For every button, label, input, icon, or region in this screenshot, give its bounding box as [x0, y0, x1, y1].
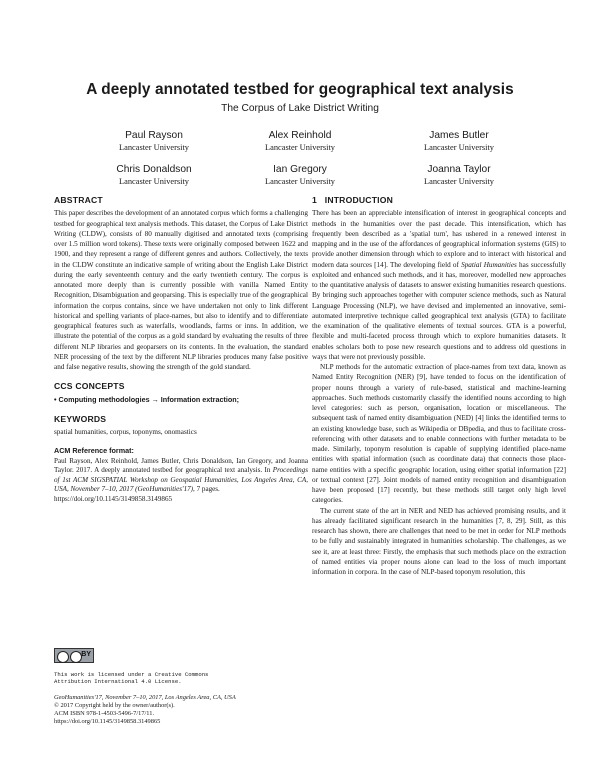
- author-name: Ian Gregory: [273, 164, 327, 175]
- isbn-line: ACM ISBN 978-1-4503-5496-7/17/11.: [54, 710, 155, 718]
- author-block: [74, 163, 234, 187]
- acm-reference-heading: ACM Reference format:: [54, 446, 134, 456]
- author-affiliation: Lancaster University: [119, 177, 189, 186]
- cc-by-badge: BY: [81, 651, 91, 658]
- introduction-heading: 1 INTRODUCTION: [312, 195, 394, 205]
- acm-reference: [54, 457, 308, 505]
- author-affiliation: Lancaster University: [119, 143, 189, 152]
- intro-paragraph-1: [312, 208, 566, 362]
- right-column: [312, 195, 566, 577]
- author-affiliation: Lancaster University: [265, 177, 335, 186]
- conference-info: [54, 694, 308, 727]
- intro-paragraph-2: NLP methods for the automatic extraction of place-names from text data, known as Named Entity Recognition (NER) [9], have tended to focus on the identification of proper nouns through a variety of rule-based, statistical and machine-learning approaches. Such methods customarily classify the identified nouns according to high level categories: such as person, organisation, location or miscellaneous. The subsequent task of named entity disambiguation (NED) [4] links the identified terms to an existing knowledge base, such as Wikipedia or DBpedia, and thus to facilitate cross-referencing with other datasets and to enable connections with further metadata to be made. Similarly, toponym resolution is capable of supplying identified place-name entities with spatial information (such as coordinate data) that connects those place-name entities with a specific geographic location, using either spatial information [22] or textual context [27]. Joint models of named entity recognition and disambiguation have been proposed [17] recently, but these methods still target only high level categories.: [312, 363, 566, 505]
- author-block: [220, 163, 380, 187]
- intro-text: has successfully exploited and enhanced such methods, and it has, moreover, modelled new approaches to the quantitative analysis of datasets to answer existing humanities research questions. By bringing such approaches together with computer science methods, such as Natural Language Processing (NLP), we have devised and implemented an innovative, semi-automated interpretive technique called geographical text analysis (GTA) to facilitate the examination of the qualitative elements of textual sources. GTA is a powerful, flexible and multi-faceted process through which to explore humanities datasets. It enables scholars both to pose new research questions and to address old questions in ways that were not previously possible.: [312, 260, 566, 361]
- abstract-heading: ABSTRACT: [54, 195, 103, 205]
- author-name: Paul Rayson: [125, 130, 183, 141]
- author-affiliation: Lancaster University: [424, 143, 494, 152]
- author-affiliation: Lancaster University: [265, 143, 335, 152]
- copyright-line: © 2017 Copyright held by the owner/author(s).: [54, 702, 175, 710]
- author-block: [220, 129, 380, 153]
- ccs-subitem: Information extraction;: [160, 394, 240, 404]
- creative-commons-icon[interactable]: [54, 648, 94, 663]
- abstract-text: This paper describes the development of an annotated corpus which forms a challenging testbed for geographical text analysis methods. This dataset, the Corpus of Lake District Writing (CLDW), consists of 80 manually digitised and annotated texts (comprising over 1.5 million word tokens). These texts were originally composed between 1622 and 1900, and they represent a range of different genres and authors. Collectively, the texts in the CLDW constitute an indicative sample of writing about the English Lake District during the early seventeenth century and the early twentieth century. The corpus is annotated more deeply than is currently possible with vanilla Named Entity Recognition, Disambiguation and geoparsing. This is especially true of the geographical information the corpus contains, since we have undertaken not only to link different historical and spelling variants of place-names, but also to identify and to differentiate geographical features such as waterfalls, woodlands, farms or inns. In addition, we illustrate the potential of the corpus as a gold standard by evaluating the results of three different NLP libraries and geoparsers on its contents. In the evaluation, the standard NER processing of the text by the different NLP libraries produces many false positive and false negative results, showing the strength of the gold standard.: [54, 209, 308, 371]
- left-column: [54, 195, 308, 504]
- acm-reference-venue: Proceedings of 1st ACM SIGSPATIAL Workshop on Geospatial Humanities, Los Angeles Area, CA, USA, November 7–10, 2017 (GeoHumanities'17),: [54, 466, 308, 494]
- ccs-heading: CCS CONCEPTS: [54, 381, 125, 392]
- intro-text: There has been an appreciable intensification of interest in geographical concepts and methods in the humanities over the past decade. This intensification, which has frequently been described as a 'spatial turn', has ushered in a renewed interest in mapping and in the use of the affordances of geographical information systems (GIS) to provide another dimension through which to explore and to interact with historical and modern data sources [14]. The developing field of: [312, 209, 566, 269]
- acm-reference-pages: 7 pages.: [194, 485, 220, 494]
- author-block: [74, 129, 234, 153]
- arrow-icon: →: [151, 394, 159, 404]
- acm-reference-text: Paul Rayson, Alex Reinhold, James Butler, Chris Donaldson, Ian Gregory, and Joanna Taylor. 2017. A deeply annotated testbed for geographical text analysis. In: [54, 456, 308, 475]
- author-name: Alex Reinhold: [268, 130, 332, 141]
- intro-emphasis: Spatial Humanities: [461, 260, 517, 269]
- author-block: [379, 129, 539, 153]
- author-affiliation: Lancaster University: [424, 177, 494, 186]
- doi-line[interactable]: https://doi.org/10.1145/3149858.3149865: [54, 718, 161, 726]
- license-block: [54, 648, 308, 727]
- paper-title: A deeply annotated testbed for geographical text analysis: [86, 81, 514, 98]
- bullet: •: [54, 394, 57, 404]
- author-name: James Butler: [429, 130, 489, 141]
- keywords-text: spatial humanities, corpus, toponyms, onomastics: [54, 428, 197, 436]
- author-name: Chris Donaldson: [116, 164, 192, 175]
- keywords-heading: KEYWORDS: [54, 413, 107, 424]
- author-name: Joanna Taylor: [427, 164, 491, 175]
- ccs-item: Computing methodologies: [58, 394, 150, 404]
- paper-subtitle: The Corpus of Lake District Writing: [221, 103, 379, 114]
- intro-paragraph-3: The current state of the art in NER and NED has achieved promising results, and it has already facilitated significant research in the humanities [7, 8, 29]. Still, as this research has shown, there are challenges that need to be met in order for NLP methods to be fully and sustainably integrated in humanities scholarship. The challenges, as we see it, are at least three: Firstly, the emphasis that such methods place on the extraction of named entities via proper nouns alone can lead to the loss of much important information in corpora. In the case of NLP-based toponym resolution, this: [312, 506, 566, 576]
- acm-reference-doi[interactable]: https://doi.org/10.1145/3149858.3149865: [54, 494, 173, 503]
- author-block: [379, 163, 539, 187]
- ccs-concept: [54, 395, 308, 405]
- license-text: This work is licensed under a Creative Commons Attribution International 4.0 License.: [54, 671, 209, 686]
- conference-line: GeoHumanities'17, November 7–10, 2017, Los Angeles Area, CA, USA: [54, 693, 236, 701]
